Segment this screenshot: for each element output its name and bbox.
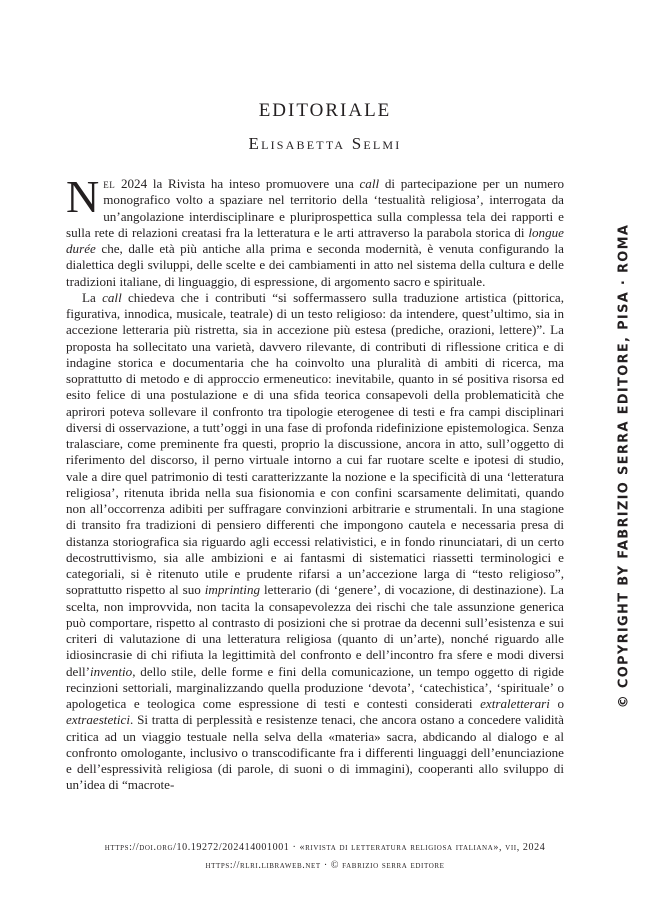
author-name: Elisabetta Selmi: [248, 134, 402, 153]
text-run: , dello stile, delle forme e fini della comunicazione, un tempo oggetto di rigide recinzioni settoriali, marginalizzando quella produzione ‘devota’, ‘catechistica’, ‘spirituale’ o apologetica e teologica come espressione di testi e contesti considerati: [66, 663, 564, 711]
paragraph-1: [66, 171, 564, 290]
text-run: o: [549, 696, 564, 711]
italic-term: imprinting: [204, 582, 261, 598]
italic-term: longue durée: [66, 224, 564, 256]
paragraph-2: [66, 290, 564, 794]
article-title: EDITORIALE: [258, 100, 392, 121]
italic-term: extraletterari: [480, 696, 550, 711]
article-body: [66, 171, 564, 794]
doi-citation-line: https://doi.org/10.19272/202414001001 · «rivista di letteratura religiosa italiana», vii, 2024: [104, 842, 546, 853]
copyright-notice: © COPYRIGHT BY FABRIZIO SERRA EDITORE, PISA · ROMA: [616, 223, 632, 709]
website-publisher-line: https://rlri.libraweb.net · © fabrizio serra editore: [205, 860, 445, 871]
italic-term: call: [359, 176, 380, 191]
text-run: chiedeva che i contributi “si soffermassero sulla traduzione artistica (pittorica, figurativa, innodica, musicale, teatrale) di un testo religioso: da intendere, quest’ultimo, sia in accezione letteraria più ristretta, sia in accezione più estesa (prediche, orazioni, lettere)”. La proposta ha sollecitato una varietà, davvero rilevante, di contributi di riflessione critica e di indagine storica e documentaria che ha coinvolto una pluralità di ambiti di ricerca, ma soprattutto di metodo e di approccio ermeneutico: inevitabile, quanto in sé positiva risorsa ed esito felice di una postulazione e di una sfida teorica consapevoli della problematicità che aprirori poteva sollevare il confronto tra tipologie eterogenee di testi e fra campi disciplinari diversi di osservazione, a tutt’oggi in una fase di profonda ridefinizione epistemologica. Senza tralasciare, come preminente fra questi, proprio la discussione, ancora in atto, sull’oggetto di riferimento del discorso, il perno virtuale intorno a cui far ruotare scelte e ipotesi di studio, vale a dire quel patrimonio di testi caratterizzante la nozione e la specificità di una ‘letteratura religiosa’, ritenuta ibrida nella sua fisionomia e con confini scarsamente delimitati, quando non all’occorrenza adibiti per suffragare convinzioni arbitrarie e strumentali. In una stagione di transito fra tradizioni di pensiero differenti che impongono cautela e necessaria presa di distanza storiografica sia riguardo agli eccessi relativistici, e in fondo rinunciatari, di un certo decostruttivismo, sia alle ambizioni e ai fantasmi di sistematici riassetti terminologici e categoriali, si è ritenuto utile e prudente rifarsi a un’accezione larga di “testo religioso”, soprattutto rispetto al suo: [66, 289, 564, 598]
italic-term: inventio: [90, 663, 133, 679]
italic-term: call: [102, 289, 122, 305]
text-run: letterario (di ‘genere’, di vocazione, di destinazione). La scelta, non improvvida, non tacita la consapevolezza dei rischi che tale assunzione generica può comportare, rispetto al contrasto di posizioni che si protrae da decenni sull’esistenza e sui criteri di valutazione di una letteratura religiosa (quanto di un’arte), nonché riguardo alle idiosincrasie di chi rifiuta la legittimità del confronto e dell’incontro fra sfere e modi diversi dell’: [66, 582, 564, 679]
text-run: La: [82, 289, 103, 305]
text-run: 2024 la Rivista ha inteso promuovere una: [115, 176, 360, 191]
text-run: . Si tratta di perplessità e resistenze tenaci, che ancora ostano a concedere validità critica ad un viaggio testuale nella selva della «materia» sacra, abdicando al dialogo e al confronto omologante, inclusivo o transcodificante fra i differenti linguaggi dell’enunciazione e dell’espressività religiosa (di parole, di suoni o di immagini), cooperanti allo sviluppo di un’idea di “macrote-: [66, 712, 564, 793]
lead-small-caps: el: [103, 176, 116, 191]
text-run: di partecipazione per un numero monografico volto a spaziare nel territorio della ‘testualità religiosa’, interrogata da un’angolazione interdisciplinare e pluriprospettica sulla complessa tela dei rapporti e sulla rete di relazioni creatasi fra la letteratura e le arti attraverso la parabola storica di: [66, 176, 564, 240]
italic-term: extraestetici: [66, 712, 130, 728]
drop-cap: N: [66, 171, 100, 222]
text-run: che, dalle età più antiche alla prima e seconda modernità, è venuta configurando la dialettica degli sviluppi, delle scelte e dei cambiamenti in atto nel sistema della cultura e delle tradizioni italiane, di linguaggio, di espressione, di argomento sacro e spirituale.: [66, 241, 564, 289]
